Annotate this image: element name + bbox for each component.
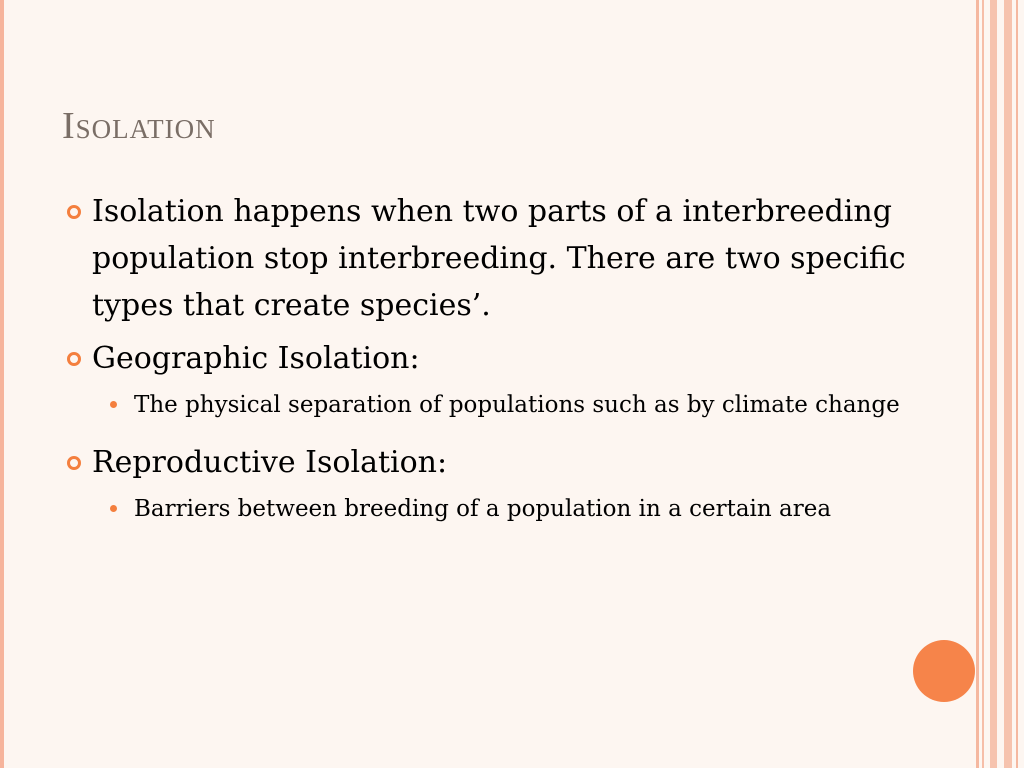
ring-bullet-icon [67, 205, 81, 219]
stripe [976, 0, 979, 768]
bullet-item [62, 335, 952, 382]
ring-bullet-icon [67, 456, 81, 470]
bullet-text: Geographic Isolation: [92, 341, 420, 376]
sub-bullet-text: Barriers between breeding of a population in a certain area [134, 496, 832, 522]
dot-bullet-icon [110, 505, 117, 512]
sub-bullet-item [62, 388, 952, 423]
stripe [982, 0, 984, 768]
left-border [0, 0, 4, 768]
ring-bullet-icon [67, 352, 81, 366]
stripe [1016, 0, 1018, 768]
slide-title: Isolation [62, 105, 216, 147]
bullet-item [62, 188, 952, 329]
sub-bullet-item [62, 492, 952, 527]
bullet-text: Reproductive Isolation: [92, 445, 448, 480]
bullet-text: Isolation happens when two parts of a interbreeding population stop interbreeding. There are two specific types that create species’. [92, 194, 906, 323]
decorative-stripes [976, 0, 1024, 768]
sub-bullet-text: The physical separation of populations such as by climate change [134, 392, 900, 418]
bullet-item [62, 439, 952, 486]
decorative-circle [913, 640, 975, 702]
stripe [1004, 0, 1012, 768]
stripe [990, 0, 997, 768]
dot-bullet-icon [110, 401, 117, 408]
slide-content [62, 188, 952, 543]
